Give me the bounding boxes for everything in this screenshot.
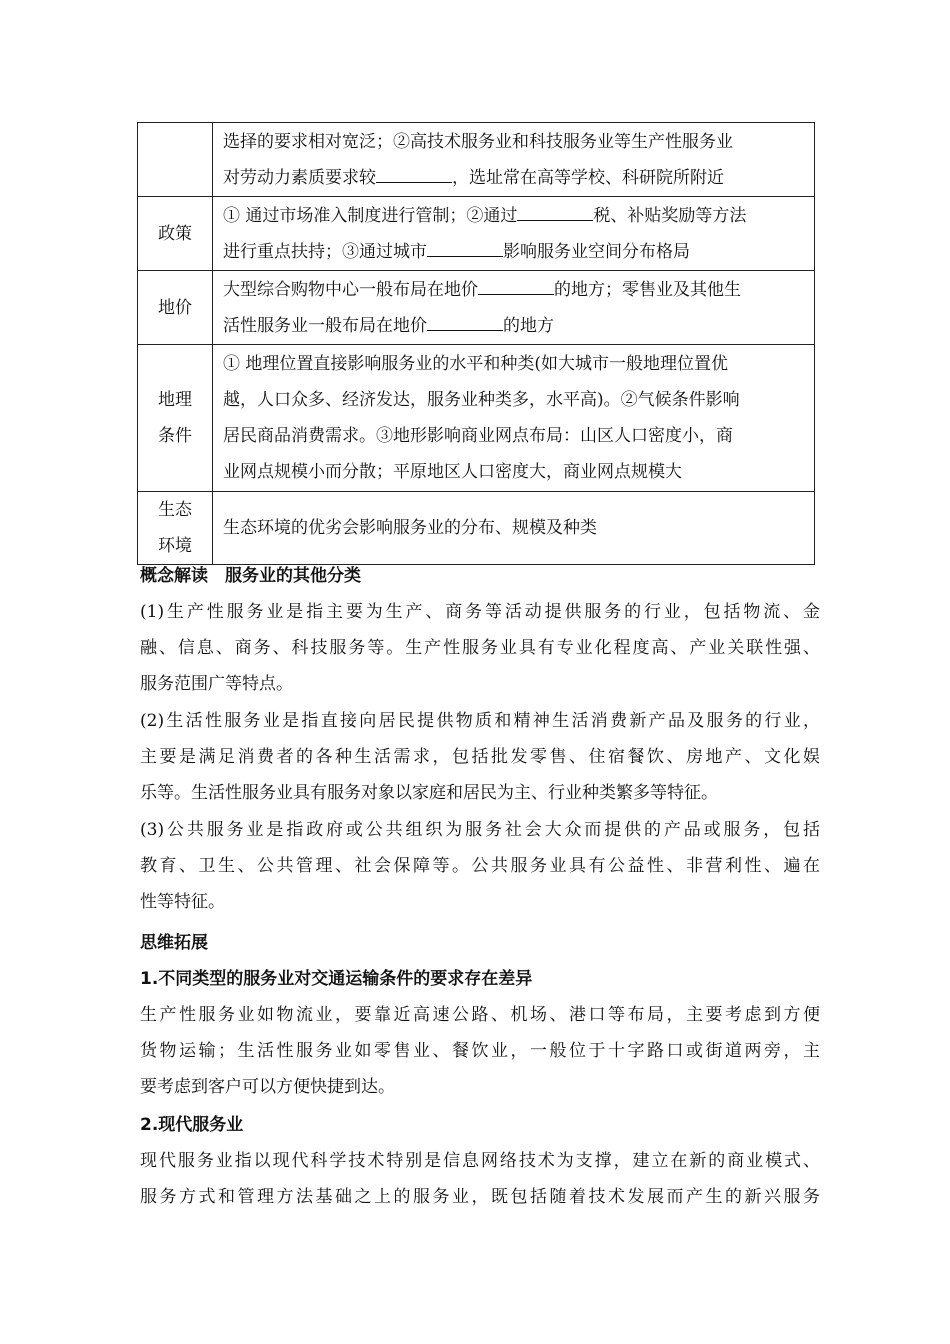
table-text-line: 居民商品消费需求。③地形影响商业网点布局：山区人口密度小，商 [223,426,733,446]
row-label-empty [138,123,213,197]
concept-paragraph-2: (2)生活性服务业是指直接向居民提供物质和精神生活消费新产品及服务的行业， 主要是满足消费者的各种生活需求，包括批发零售、住宿餐饮、房地产、文化娱 乐等。生活性服务业具有服务对象以家庭和居民为主、行业种类繁多等特征。 [140,711,820,803]
table-text-line: 进行重点扶持；③通过城市 影响服务业空间分布格局 [223,234,804,270]
concept-paragraph-3: (3)公共服务业是指政府或公共组织为服务社会大众而提供的产品或服务，包括 教育、卫生、公共管理、社会保障等。公共服务业具有公益性、非营利性、遍在 性等特征。 [140,820,820,912]
table-text-line: 活性服务业一般布局在地价 的地方 [223,308,804,344]
row-label-geography: 地理 条件 [138,345,213,492]
expand-subheading-1: 1.不同类型的服务业对交通运输条件的要求存在差异 [140,969,533,989]
row-content-geography [213,345,815,492]
table-text-line: 选择的要求相对宽泛；②高技术服务业和科技服务业等生产性服务业 [223,131,733,152]
table-text-line: ① 地理位置直接影响服务业的水平和种类(如大城市一般地理位置优 [223,354,729,374]
fill-in-blank[interactable] [517,202,593,221]
table-text-line: 越，人口众多、经济发达，服务业种类多，水平高)。②气候条件影响 [223,390,740,410]
row-content-ecology [213,492,815,565]
fill-in-blank[interactable] [376,164,452,183]
expand-subheading-2: 2.现代服务业 [140,1115,244,1135]
expand-heading: 思维拓展 [140,933,208,953]
table-row [138,123,815,197]
row-content-land-price [213,271,815,345]
fill-in-blank[interactable] [478,276,554,295]
concept-paragraph-1: (1)生产性服务业是指主要为生产、商务等活动提供服务的行业，包括物流、金 融、信息、商务、科技服务等。生产性服务业具有专业化程度高、产业关联性强、 服务范围广等特点。 [140,602,820,694]
table-row [138,345,815,492]
table-text-line: 对劳动力素质要求较 ，选址常在高等学校、科研院所附近 [223,160,804,196]
row-content-policy [213,197,815,271]
fill-in-blank[interactable] [427,238,503,257]
table-row [138,271,815,345]
expand-paragraph-2: 现代服务业指以现代科学技术特别是信息网络技术为支撑，建立在新的商业模式、 服务方式和管理方法基础之上的服务业，既包括随着技术发展而产生的新兴服务 [140,1151,820,1207]
expand-paragraph-1: 生产性服务业如物流业，要靠近高速公路、机场、港口等布局，主要考虑到方便 货物运输；生活性服务业如零售业、餐饮业，一般位于十字路口或街道两旁，主 要考虑到客户可以方便快捷到达。 [140,1005,820,1097]
table-text-line: 生态环境的优劣会影响服务业的分布、规模及种类 [223,518,597,538]
row-label-ecology: 生态 环境 [138,492,213,565]
location-factors-table [137,122,815,565]
table-text-line: 业网点规模小而分散；平原地区人口密度大，商业网点规模大 [223,462,682,482]
row-label-land-price: 地价 [138,271,213,345]
row-label-policy: 政策 [138,197,213,271]
fill-in-blank[interactable] [427,312,503,331]
table-text-line: 大型综合购物中心一般布局在地价 的地方；零售业及其他生 [223,272,804,308]
table-row [138,492,815,565]
table-row [138,197,815,271]
table-text-line: ① 通过市场准入制度进行管制；②通过 税、补贴奖励等方法 [223,198,804,234]
row-content-labor [213,123,815,197]
concept-heading: 概念解读 服务业的其他分类 [140,566,361,586]
